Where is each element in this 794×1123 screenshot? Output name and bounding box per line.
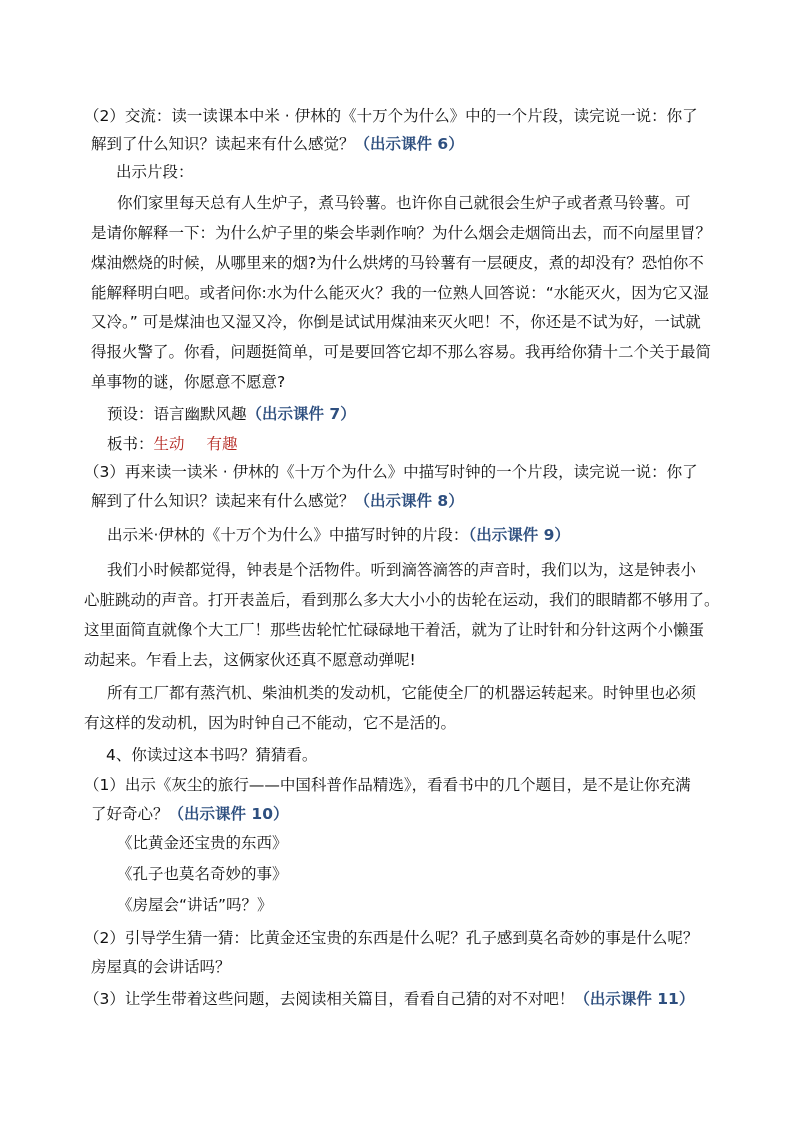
book-q2-line2: 房屋真的会讲话吗？ (91, 958, 231, 976)
excerpt-line: 是请你解释一下：为什么炉子里的柴会毕剥作响？为什么烟会走烟筒出去，而不向屋里冒？ (91, 224, 712, 242)
courseware-ref-9: （出示课件 9） (468, 526, 570, 544)
excerpt-line: 单事物的谜，你愿意不愿意? (91, 373, 286, 391)
section-heading-4: 4、你读过这本书吗？猜猜看。 (106, 746, 318, 764)
clock-para-line: 动起来。乍看上去，这俩家伙还真不愿意动弹呢! (84, 651, 416, 669)
clock-para-line: 心脏跳动的声音。打开表盖后，看到那么多大大小小的齿轮在运动，我们的眼睛都不够用了。 (84, 591, 720, 609)
board-line (107, 434, 238, 454)
excerpt-line: 煤油燃烧的时候，从哪里来的烟?为什么烘烤的马铃薯有一层硬皮，煮的却没有？恐怕你不 (91, 254, 704, 272)
engine-para-line: 所有工厂都有蒸汽机、柴油机类的发动机，它能使全厂的机器运转起来。时钟里也必须 (107, 684, 697, 702)
book-title: 《房屋会“讲话”吗？》 (117, 896, 273, 914)
courseware-ref-7: （出示课件 7） (246, 405, 356, 423)
q3-line1: （3）再来读一读米 · 伊林的《十万个为什么》中描写时钟的一个片段，读完说一说：你了 (84, 463, 698, 481)
courseware-ref-8: （出示课件 8） (354, 492, 464, 510)
excerpt-line: 又冷。” 可是煤油也又湿又冷，你倒是试试用煤油来灭火吧！不，你还是不试为好，一试就 (91, 313, 701, 331)
show-excerpt-label: 出示片段： (116, 163, 194, 181)
courseware-ref-11: （出示课件 11） (574, 990, 695, 1008)
preset-text: 预设：语言幽默风趣 (107, 405, 247, 423)
book-q2-line1: （2）引导学生猜一猜：比黄金还宝贵的东西是什么呢？孔子感到莫名奇妙的事是什么呢？ (84, 929, 699, 947)
book-q3-text: （3）让学生带着这些问题，去阅读相关篇目，看看自己猜的对不对吧！ (84, 990, 575, 1008)
book-q3-line (84, 989, 694, 1009)
q3-line2 (91, 491, 464, 511)
courseware-ref-6: （出示课件 6） (354, 135, 464, 153)
book-title: 《孔子也莫名奇妙的事》 (117, 865, 288, 883)
show-clock-text: 出示米·伊林的《十万个为什么》中描写时钟的片段： (107, 526, 469, 544)
excerpt-line: 能解释明白吧。或者问你:水为什么能灭火？我的一位熟人回答说：“水能灭火，因为它又湿 (91, 284, 709, 302)
book-q1-line2-text: 了好奇心？ (91, 805, 169, 823)
clock-para-line: 这里面简直就像个大工厂！那些齿轮忙忙碌碌地干着活，就为了让时针和分针这两个小懒蛋 (84, 621, 705, 639)
book-title: 《比黄金还宝贵的东西》 (117, 834, 288, 852)
engine-para-line: 有这样的发动机，因为时钟自己不能动，它不是活的。 (84, 714, 457, 732)
book-q1-line1: （1）出示《灰尘的旅行——中国科普作品精选》，看看书中的几个题目，是不是让你充满 (84, 776, 691, 794)
board-word-vivid: 生动 (153, 435, 185, 453)
excerpt-line: 得报火警了。你看，问题挺简单，可是要回答它却不那么容易。我再给你猜十二个关于最简 (91, 343, 712, 361)
q2-line2 (91, 134, 464, 154)
preset-line (107, 404, 356, 424)
clock-para-line: 我们小时候都觉得，钟表是个活物件。听到滴答滴答的声音时，我们以为，这是钟表小 (107, 561, 697, 579)
board-word-interesting: 有趣 (206, 435, 238, 453)
courseware-ref-10: （出示课件 10） (168, 805, 289, 823)
q2-line1: （2）交流：读一读课本中米 · 伊林的《十万个为什么》中的一个片段，读完说一说：你了 (84, 107, 698, 125)
q2-line2-text: 解到了什么知识？读起来有什么感觉？ (91, 135, 355, 153)
book-q1-line2 (91, 804, 288, 824)
excerpt-line: 你们家里每天总有人生炉子，煮马铃薯。也许你自己就很会生炉子或者煮马铃薯。可 (117, 194, 691, 212)
q3-line2-text: 解到了什么知识？读起来有什么感觉？ (91, 492, 355, 510)
show-clock-excerpt (107, 525, 570, 545)
board-label: 板书： (107, 435, 154, 453)
